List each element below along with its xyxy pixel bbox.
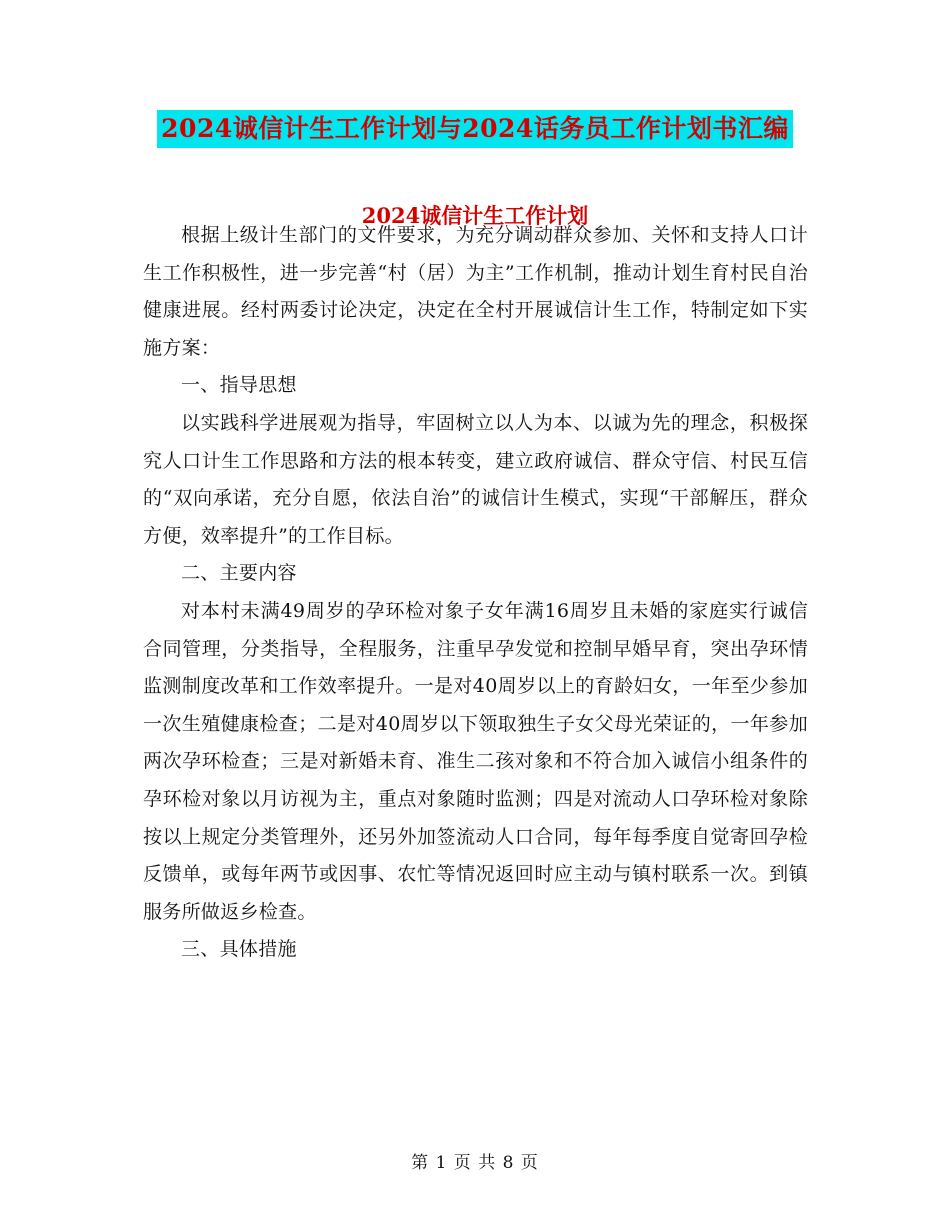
main-content-paragraph: 对本村未满49周岁的孕环检对象子女年满16周岁且未婚的家庭实行诚信合同管理，分类指导，全程服务，注重早孕发觉和控制早婚早育，突出孕环情监测制度改革和工作效率提升。一是对40周岁以上的育龄妇女，一年至少参加一次生殖健康检查；二是对40周岁以下领取独生子女父母光荣证的，一年参加两次孕环检查；三是对新婚未育、准生二孩对象和不符合加入诚信小组条件的孕环检对象以月访视为主，重点对象随时监测；四是对流动人口孕环检对象除按以上规定分类管理外，还另外加签流动人口合同，每年每季度自觉寄回孕检反馈单，或每年两节或因事、农忙等情况返回时应主动与镇村联系一次。到镇服务所做返乡检查。 bbox=[143, 599, 808, 923]
document-title: 2024诚信计生工作计划与2024话务员工作计划书汇编 bbox=[157, 110, 793, 148]
page-footer: 第 1 页 共 8 页 bbox=[411, 1153, 539, 1173]
heading-guiding-ideology: 一、指导思想 bbox=[181, 374, 297, 397]
document-body bbox=[143, 217, 808, 969]
intro-paragraph: 根据上级计生部门的文件要求，为充分调动群众参加、关怀和支持人口计生工作积极性，进一步完善“村（居）为主”工作机制，推动计划生育村民自治健康进展。经村两委讨论决定，决定在全村开展诚信计生工作，特制定如下实施方案： bbox=[143, 224, 808, 359]
section-title: 2024诚信计生工作计划 bbox=[361, 203, 589, 228]
document-title-container bbox=[0, 110, 950, 148]
guiding-ideology-paragraph: 以实践科学进展观为指导，牢固树立以人为本、以诚为先的理念，积极探究人口计生工作思路和方法的根本转变，建立政府诚信、群众守信、村民互信的“双向承诺，充分自愿，依法自治”的诚信计生模式，实现“干部解压，群众方便，效率提升”的工作目标。 bbox=[143, 411, 808, 547]
heading-main-content: 二、主要内容 bbox=[181, 562, 297, 585]
heading-specific-measures: 三、具体措施 bbox=[181, 938, 297, 961]
